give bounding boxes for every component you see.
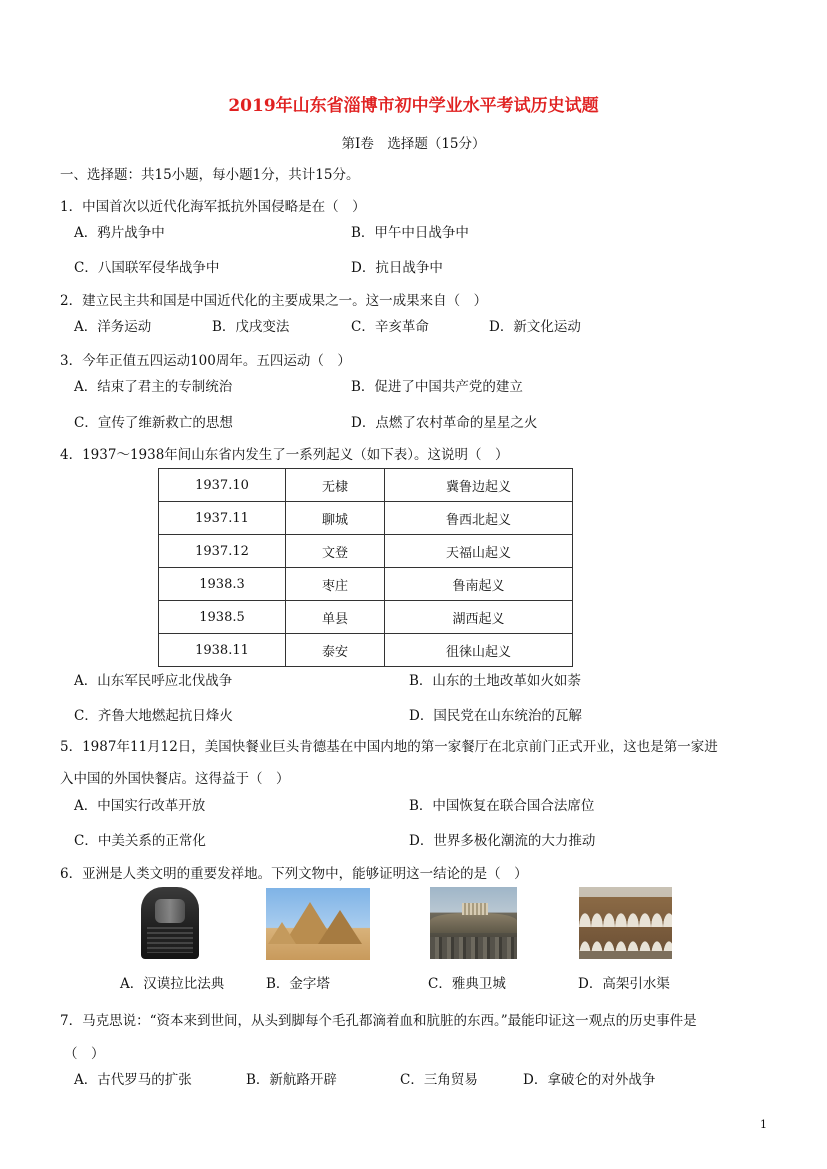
question-4-stem: 4．1937～1938年间山东省内发生了一系列起义（如下表）。这说明（ ）: [60, 447, 509, 463]
q4-option-a[interactable]: A．山东军民呼应北伐战争: [74, 673, 233, 689]
q7-option-b[interactable]: B．新航路开辟: [246, 1072, 337, 1088]
page-title: 2019年山东省淄博市初中学业水平考试历史试题: [228, 96, 599, 116]
table-cell-event: 鲁西北起义: [385, 502, 573, 535]
table-cell-date: 1938.5: [159, 601, 286, 634]
table-cell-date: 1938.3: [159, 568, 286, 601]
question-2-stem: 2．建立民主共和国是中国近代化的主要成果之一。这一成果来自（ ）: [60, 293, 488, 309]
table-row: [159, 535, 573, 568]
q7-option-a[interactable]: A．古代罗马的扩张: [74, 1072, 192, 1088]
table-row: [159, 601, 573, 634]
q1-option-a[interactable]: A．鸦片战争中: [74, 225, 165, 241]
table-row: [159, 469, 573, 502]
question-3-stem: 3．今年正值五四运动100周年。五四运动（ ）: [60, 353, 351, 369]
table-cell-event: 湖西起义: [385, 601, 573, 634]
uprising-table: [158, 468, 573, 667]
q7-option-c[interactable]: C．三角贸易: [400, 1072, 478, 1088]
q4-option-c[interactable]: C．齐鲁大地燃起抗日烽火: [74, 708, 233, 724]
table-cell-date: 1937.12: [159, 535, 286, 568]
q1-option-c[interactable]: C．八国联军侵华战争中: [74, 260, 220, 276]
q1-option-d[interactable]: D．抗日战争中: [351, 260, 443, 276]
question-5-stem-line2: 入中国的外国快餐店。这得益于（ ）: [60, 771, 290, 787]
table-cell-place: 无棣: [286, 469, 385, 502]
question-1-stem: 1．中国首次以近代化海军抵抗外国侵略是在（ ）: [60, 199, 366, 215]
q3-option-d[interactable]: D．点燃了农村革命的星星之火: [351, 415, 538, 431]
part-heading: 第Ⅰ卷 选择题（15分）: [341, 136, 486, 152]
q5-option-a[interactable]: A．中国实行改革开放: [74, 798, 206, 814]
q2-option-c[interactable]: C．辛亥革命: [351, 319, 429, 335]
q4-option-d[interactable]: D．国民党在山东统治的瓦解: [409, 708, 582, 724]
q7-option-d[interactable]: D．拿破仑的对外战争: [523, 1072, 656, 1088]
pyramids-image[interactable]: [266, 888, 370, 960]
table-cell-event: 鲁南起义: [385, 568, 573, 601]
q6-option-b[interactable]: B．金字塔: [266, 976, 330, 992]
table-cell-place: 泰安: [286, 634, 385, 667]
question-7-stem-line1: 7．马克思说：“资本来到世间，从头到脚每个毛孔都滴着血和肮脏的东西。”最能印证这一观点的历史事件是: [60, 1013, 697, 1029]
q5-option-c[interactable]: C．中美关系的正常化: [74, 833, 206, 849]
table-cell-place: 枣庄: [286, 568, 385, 601]
table-cell-event: 徂徕山起义: [385, 634, 573, 667]
acropolis-image[interactable]: [430, 887, 517, 959]
q5-option-d[interactable]: D．世界多极化潮流的大力推动: [409, 833, 596, 849]
table-cell-place: 文登: [286, 535, 385, 568]
q3-option-a[interactable]: A．结束了君主的专制统治: [74, 379, 233, 395]
question-5-stem-line1: 5．1987年11月12日，美国快餐业巨头肯德基在中国内地的第一家餐厅在北京前门正式开业，这也是第一家进: [60, 739, 718, 755]
question-7-stem-line2: （ ）: [64, 1046, 105, 1062]
table-cell-place: 单县: [286, 601, 385, 634]
q4-option-b[interactable]: B．山东的土地改革如火如荼: [409, 673, 581, 689]
aqueduct-image[interactable]: [579, 887, 672, 959]
hammurabi-code-image[interactable]: [141, 887, 199, 959]
table-row: [159, 502, 573, 535]
q1-option-b[interactable]: B．甲午中日战争中: [351, 225, 469, 241]
table-cell-date: 1937.10: [159, 469, 286, 502]
q2-option-a[interactable]: A．洋务运动: [74, 319, 152, 335]
table-row: [159, 634, 573, 667]
question-6-stem: 6．亚洲是人类文明的重要发祥地。下列文物中，能够证明这一结论的是（ ）: [60, 866, 528, 882]
q3-option-c[interactable]: C．宣传了维新救亡的思想: [74, 415, 233, 431]
section-heading: 一、选择题：共15小题，每小题1分，共计15分。: [60, 167, 360, 183]
table-cell-event: 天福山起义: [385, 535, 573, 568]
table-cell-date: 1938.11: [159, 634, 286, 667]
table-cell-event: 冀鲁边起义: [385, 469, 573, 502]
table-cell-date: 1937.11: [159, 502, 286, 535]
q6-option-c[interactable]: C．雅典卫城: [428, 976, 506, 992]
table-row: [159, 568, 573, 601]
q6-option-a[interactable]: A．汉谟拉比法典: [120, 976, 225, 992]
q6-option-d[interactable]: D．高架引水渠: [578, 976, 670, 992]
q3-option-b[interactable]: B．促进了中国共产党的建立: [351, 379, 523, 395]
page-number: 1: [760, 1118, 767, 1131]
table-cell-place: 聊城: [286, 502, 385, 535]
q2-option-b[interactable]: B．戊戌变法: [212, 319, 290, 335]
q2-option-d[interactable]: D．新文化运动: [489, 319, 581, 335]
q5-option-b[interactable]: B．中国恢复在联合国合法席位: [409, 798, 595, 814]
